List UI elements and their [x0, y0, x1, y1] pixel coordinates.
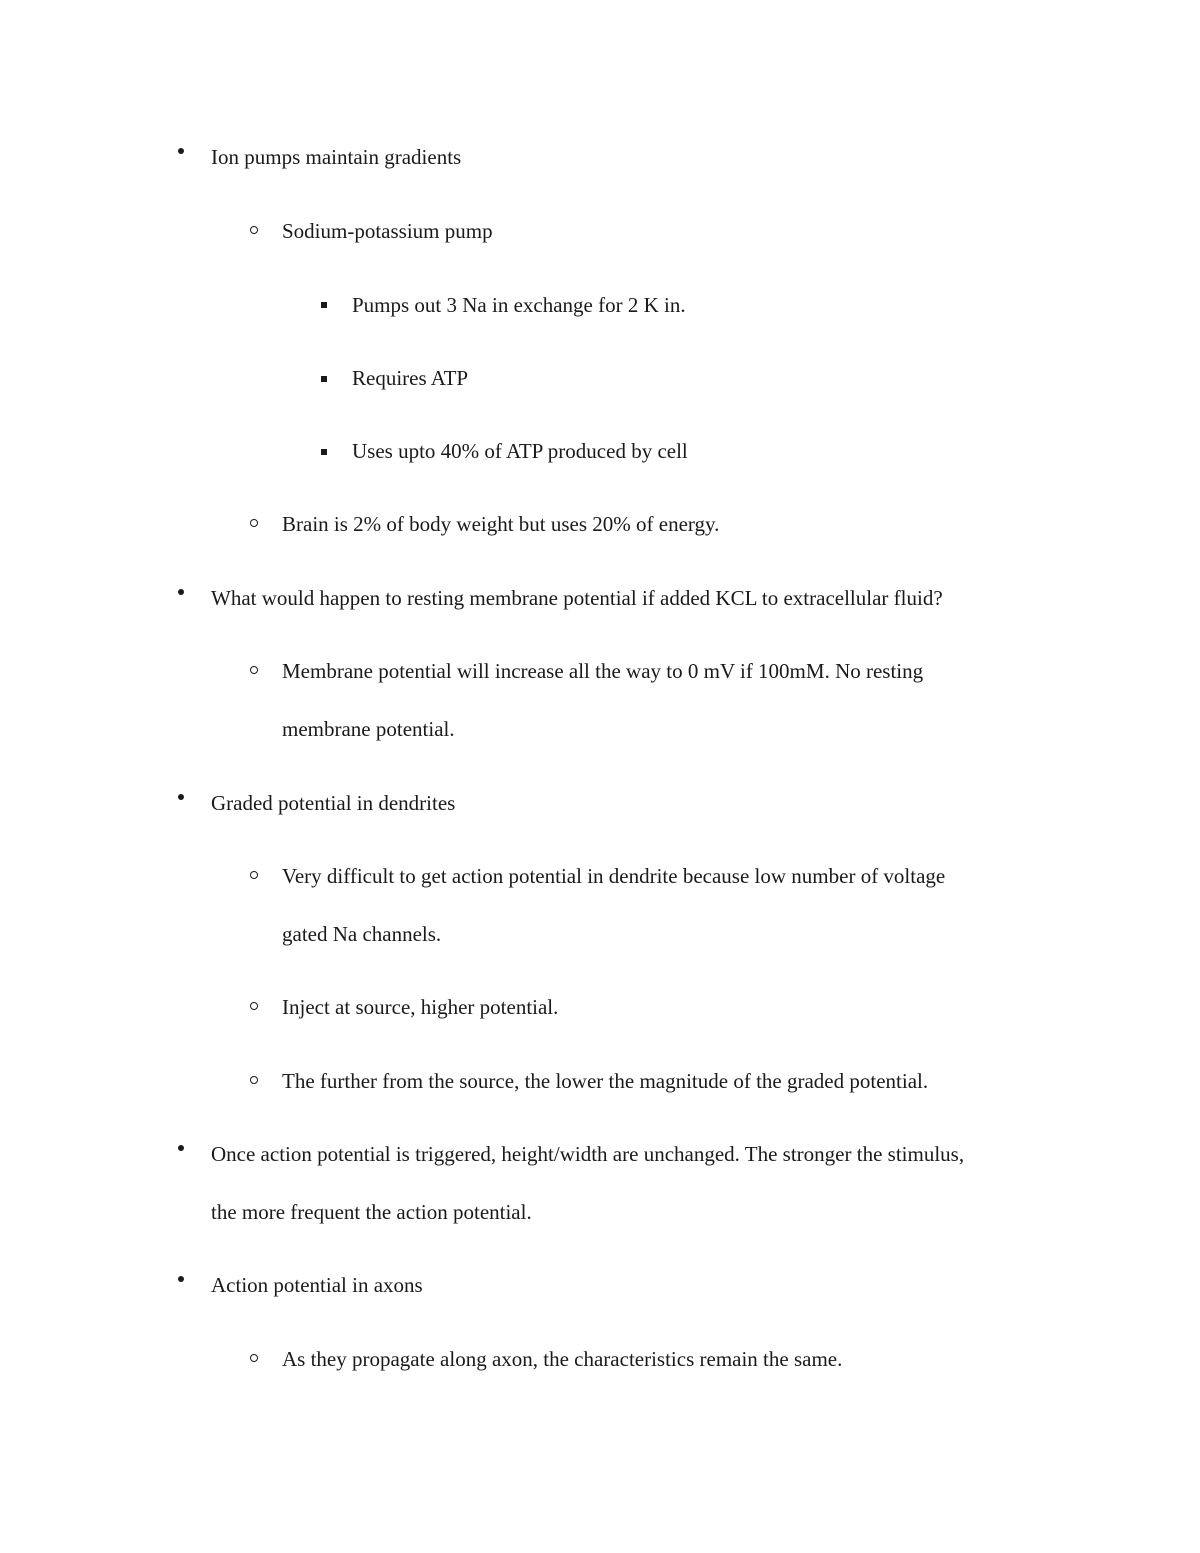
list-item-level-1: Graded potential in dendrites: [211, 791, 456, 815]
list-item-level-2-line-2: gated Na channels.: [282, 922, 442, 946]
list-item-level-1: Action potential in axons: [211, 1273, 423, 1297]
bullet-circle-icon: [250, 871, 258, 879]
bullet-square-icon: [321, 302, 327, 308]
list-item-level-3: Pumps out 3 Na in exchange for 2 K in.: [352, 293, 686, 317]
bullet-circle-icon: [250, 1076, 258, 1084]
bullet-circle-icon: [250, 226, 258, 234]
bullet-square-icon: [321, 449, 327, 455]
bullet-dot-icon: [178, 1276, 184, 1282]
bullet-dot-icon: [178, 148, 184, 154]
list-item-level-3: Requires ATP: [352, 366, 469, 390]
list-item-level-2-line-2: membrane potential.: [282, 717, 455, 741]
bullet-circle-icon: [250, 666, 258, 674]
bullet-dot-icon: [178, 589, 184, 595]
list-item-level-2: As they propagate along axon, the characteristics remain the same.: [282, 1347, 843, 1371]
bullet-square-icon: [321, 376, 327, 382]
bullet-dot-icon: [178, 794, 184, 800]
list-item-level-1-line-2: the more frequent the action potential.: [211, 1200, 532, 1224]
bullet-dot-icon: [178, 1145, 184, 1151]
list-item-level-2: Sodium-potassium pump: [282, 219, 493, 243]
bullet-circle-icon: [250, 519, 258, 527]
list-item-level-2-line-1: Very difficult to get action potential in dendrite because low number of voltage: [282, 864, 946, 888]
list-item-level-1: What would happen to resting membrane potential if added KCL to extracellular fluid?: [211, 586, 943, 610]
list-item-level-3: Uses upto 40% of ATP produced by cell: [352, 439, 688, 463]
list-item-level-2: Brain is 2% of body weight but uses 20% of energy.: [282, 512, 720, 536]
bullet-circle-icon: [250, 1002, 258, 1010]
list-item-level-2: The further from the source, the lower the magnitude of the graded potential.: [282, 1069, 929, 1093]
list-item-level-1: Ion pumps maintain gradients: [211, 145, 462, 169]
list-item-level-2: Inject at source, higher potential.: [282, 995, 559, 1019]
list-item-level-1-line-1: Once action potential is triggered, height/width are unchanged. The stronger the stimulus,: [211, 1142, 965, 1166]
bullet-circle-icon: [250, 1354, 258, 1362]
list-item-level-2-line-1: Membrane potential will increase all the way to 0 mV if 100mM. No resting: [282, 659, 924, 683]
